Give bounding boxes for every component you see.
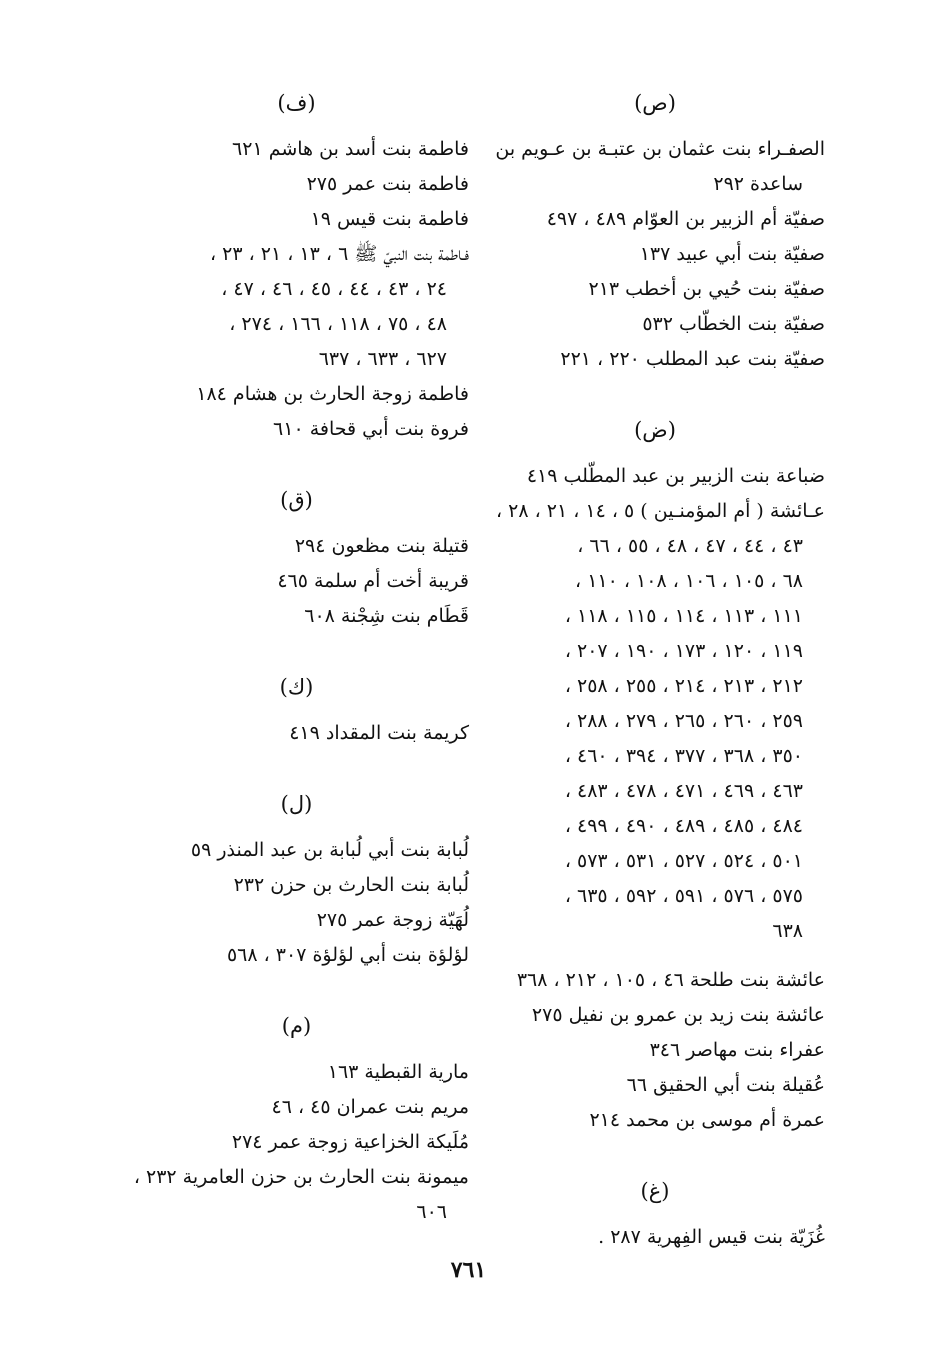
entry-line: عُقيلة بنت أبي الحقيق ٦٦	[626, 1074, 825, 1096]
entry-line: ميمونة بنت الحارث بن حزن العامرية ٢٣٢ ،	[133, 1166, 469, 1188]
entry-continuation-line: ٢١٢ ، ٢١٣ ، ٢١٤ ، ٢٥٥ ، ٢٥٨ ،	[564, 675, 803, 697]
entry-line: ضباعة بنت الزبير بن عبد المطّلب ٤١٩	[526, 465, 825, 487]
index-entry	[124, 237, 469, 377]
entry-line: لُبابة بنت أبي لُبابة بن عبد المنذر ٥٩	[190, 839, 469, 861]
index-entry	[124, 202, 469, 237]
entry-gap	[485, 949, 825, 963]
index-entry	[124, 1090, 469, 1125]
index-entry	[124, 1055, 469, 1090]
index-entry	[485, 272, 825, 307]
entry-continuation-line: ٥٧٥ ، ٥٧٦ ، ٥٩١ ، ٥٩٢ ، ٦٣٥ ،	[564, 885, 803, 907]
entry-line: مريم بنت عمران ٤٥ ، ٤٦	[271, 1096, 469, 1118]
index-entry	[485, 963, 825, 998]
section-heading: (ل)	[280, 792, 313, 816]
section-gap	[124, 447, 469, 477]
entry-line: الصفـراء بنت عثمان بن عتبـة بن عـويم بن	[495, 138, 825, 160]
section-gap	[485, 1138, 825, 1168]
section-heading: (م)	[281, 1014, 312, 1038]
section-gap	[124, 634, 469, 664]
entry-line: عائشة بنت طلحة ٤٦ ، ١٠٥ ، ٢١٢ ، ٣٦٨	[516, 969, 825, 991]
entry-line: غُزَيّة بنت قيس الفِهرية ٢٨٧ .	[598, 1226, 825, 1248]
entry-line: لُهَيّة زوجة عمر ٢٧٥	[316, 909, 469, 931]
entry-line: لُبابة بنت الحارث بن حزن ٢٣٢	[233, 874, 469, 896]
entry-line: فاطمة بنت قيس ١٩	[310, 208, 469, 230]
entry-continuation-line: ٦٢٧ ، ٦٣٣ ، ٦٣٧	[318, 348, 447, 370]
index-entry	[124, 132, 469, 167]
section-heading: (ص)	[634, 91, 676, 115]
index-entry	[124, 903, 469, 938]
section-heading: (ض)	[634, 418, 676, 442]
index-entry	[485, 998, 825, 1033]
entry-line: فروة بنت أبي قحافة ٦١٠	[273, 418, 469, 440]
index-entry	[124, 938, 469, 973]
index-entry	[485, 202, 825, 237]
index-entry	[124, 564, 469, 599]
index-entry	[485, 1220, 825, 1255]
entry-continuation-line: ٤٨٤ ، ٤٨٥ ، ٤٨٩ ، ٤٩٠ ، ٤٩٩ ،	[564, 815, 803, 837]
entry-line: فاطمة بنت عمر ٢٧٥	[306, 173, 469, 195]
entry-continuation-line: ١١٩ ، ١٢٠ ، ١٧٣ ، ١٩٠ ، ٢٠٧ ،	[564, 640, 803, 662]
entry-line: صفيّة بنت حُيي بن أخطب ٢١٣	[588, 278, 825, 300]
entry-line: مارية القبطية ١٦٣	[327, 1061, 469, 1083]
entry-line: صفيّة بنت عبد المطلب ٢٢٠ ، ٢٢١	[560, 348, 825, 370]
entry-line: قريبة أخت أم سلمة ٤٦٥	[277, 570, 469, 592]
index-entry	[124, 167, 469, 202]
index-entry	[124, 833, 469, 868]
entry-line: لؤلؤة بنت أبي لؤلؤة ٣٠٧ ، ٥٦٨	[226, 944, 469, 966]
index-entry	[124, 1125, 469, 1160]
entry-continuation-line: ٤٦٣ ، ٤٦٩ ، ٤٧١ ، ٤٧٨ ، ٤٨٣ ،	[564, 780, 803, 802]
section-heading: (غ)	[640, 1179, 670, 1203]
page-number: ٧٦١	[450, 1257, 487, 1283]
index-entry	[124, 529, 469, 564]
index-entry	[485, 1068, 825, 1103]
entry-continuation-line: ٢٤ ، ٤٣ ، ٤٤ ، ٤٥ ، ٤٦ ، ٤٧ ،	[221, 278, 447, 300]
entry-line: قَطَام بنت شِجْنة ٦٠٨	[304, 605, 469, 627]
entry-line: عـائشة ( أم المؤمنـين ) ٥ ، ١٤ ، ٢١ ، ٢٨ ،	[495, 500, 825, 522]
entry-continuation-line: ٦٨ ، ١٠٥ ، ١٠٦ ، ١٠٨ ، ١١٠ ،	[575, 570, 803, 592]
index-entry	[124, 1160, 469, 1230]
section-heading: (ك)	[279, 675, 314, 699]
entry-line: عمرة أم موسى بن محمد ٢١٤	[589, 1109, 825, 1131]
section-gap	[485, 377, 825, 407]
entry-line: فاطمة بنت أسد بن هاشم ٦٢١	[232, 138, 469, 160]
index-entry	[485, 307, 825, 342]
left-index-column	[124, 80, 469, 1230]
entry-continuation-line: ٤٨ ، ٧٥ ، ١١٨ ، ١٦٦ ، ٢٧٤ ،	[229, 313, 447, 335]
section-heading: (ف)	[277, 91, 316, 115]
section-gap	[124, 751, 469, 781]
entry-continuation-line: ٥٠١ ، ٥٢٤ ، ٥٢٧ ، ٥٣١ ، ٥٧٣ ،	[564, 850, 803, 872]
entry-line: مُلَيكة الخزاعية زوجة عمر ٢٧٤	[231, 1131, 469, 1153]
entry-line: صفيّة بنت أبي عبيد ١٣٧	[639, 243, 825, 265]
index-entry	[485, 237, 825, 272]
right-index-column	[485, 80, 825, 1255]
entry-continuation-line: ٦٠٦	[416, 1201, 447, 1223]
entry-continuation-line: ٤٣ ، ٤٤ ، ٤٧ ، ٤٨ ، ٥٥ ، ٦٦ ،	[577, 535, 803, 557]
entry-continuation-line: ٦٣٨	[772, 920, 803, 942]
entry-line: فاطمة زوجة الحارث بن هشام ١٨٤	[196, 383, 469, 405]
entry-line: عائشة بنت زيد بن عمرو بن نفيل ٢٧٥	[531, 1004, 825, 1026]
entry-line: صفيّة بنت الخطّاب ٥٣٢	[642, 313, 825, 335]
entry-line: فـاطمة بنت النبيّ ﷺ ٦ ، ١٣ ، ٢١ ، ٢٣ ،	[209, 243, 469, 265]
index-entry	[485, 132, 825, 202]
entry-line: كريمة بنت المقداد ٤١٩	[289, 722, 469, 744]
entry-line: عفراء بنت مهاصر ٣٤٦	[649, 1039, 825, 1061]
entry-continuation-line: ١١١ ، ١١٣ ، ١١٤ ، ١١٥ ، ١١٨ ،	[564, 605, 803, 627]
index-entry	[485, 1103, 825, 1138]
index-entry	[485, 1033, 825, 1068]
index-entry	[124, 868, 469, 903]
index-entry	[485, 342, 825, 377]
entry-line: صفيّة أم الزبير بن العوّام ٤٨٩ ، ٤٩٧	[546, 208, 825, 230]
index-entry	[124, 716, 469, 751]
section-gap	[124, 973, 469, 1003]
index-entry	[485, 459, 825, 494]
index-entry	[124, 377, 469, 412]
entry-line: قتيلة بنت مظعون ٢٩٤	[294, 535, 469, 557]
entry-continuation-line: ٣٥٠ ، ٣٦٨ ، ٣٧٧ ، ٣٩٤ ، ٤٦٠ ،	[564, 745, 803, 767]
entry-continuation-line: ٢٥٩ ، ٢٦٠ ، ٢٦٥ ، ٢٧٩ ، ٢٨٨ ،	[564, 710, 803, 732]
section-heading: (ق)	[280, 488, 313, 512]
entry-continuation-line: ساعدة ٢٩٢	[713, 173, 803, 195]
index-entry	[485, 494, 825, 949]
index-entry	[124, 599, 469, 634]
index-entry	[124, 412, 469, 447]
